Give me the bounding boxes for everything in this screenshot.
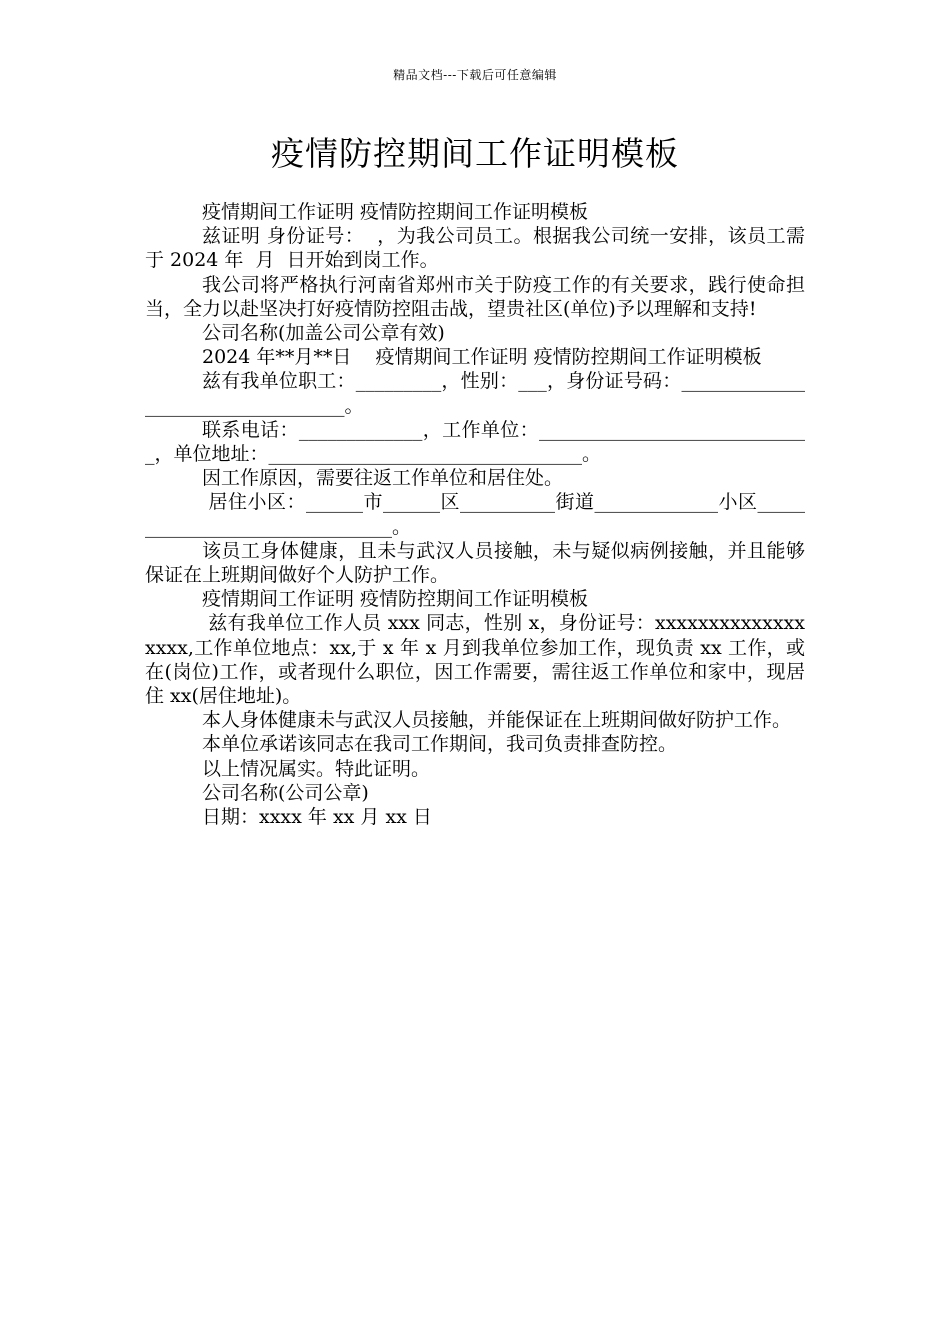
paragraph: 公司名称(加盖公司公章有效)	[202, 322, 445, 345]
paragraph: 本人身体健康未与武汉人员接触，并能保证在上班期间做好防护工作。	[202, 709, 792, 732]
paragraph: 我公司将严格执行河南省郑州市关于防疫工作的有关要求，践行使命担当，全力以赴坚决打好疫情防控阻击战，望贵社区(单位)予以理解和支持!	[145, 273, 805, 320]
document-body	[145, 200, 805, 829]
paragraph: 该员工身体健康，且未与武汉人员接触，未与疑似病例接触，并且能够保证在上班期间做好个人防护工作。	[145, 539, 805, 587]
paragraph: 居住小区：______市______区__________街道_____________小区_______________________________。	[145, 491, 805, 538]
paragraph: 兹有我单位工作人员 xxx 同志，性别 x，身份证号：xxxxxxxxxxxxxxxxxx,工作单位地点：xx,于 x 年 x 月到我单位参加工作，现负责 xx 工作，或在(岗位)工作，或者现什么职位，因工作需要，需往返工作单位和家中，现居住 xx(居住地址)。	[145, 612, 805, 708]
paragraph: 日期：xxxx 年 xx 月 xx 日	[202, 806, 432, 829]
paragraph: 兹有我单位职工：_________，性别：___，身份证号码：__________________________________。	[145, 370, 805, 417]
paragraph: 兹证明 身份证号： ，为我公司员工。根据我公司统一安排，该员工需于 2024 年 月 日开始到岗工作。	[145, 225, 805, 272]
paragraph: 联系电话：_____________，工作单位：_____________________________，单位地址：_________________________________。	[145, 418, 805, 466]
paragraph: 因工作原因，需要往返工作单位和居住处。	[202, 467, 564, 490]
document-title: 疫情防控期间工作证明模板	[271, 134, 679, 173]
paragraph: 以上情况属实。特此证明。	[202, 757, 431, 780]
paragraph: 疫情期间工作证明 疫情防控期间工作证明模板	[202, 588, 589, 611]
paragraph: 公司名称(公司公章)	[202, 781, 369, 804]
page-header-caption: 精品文档---下载后可任意编辑	[393, 68, 557, 82]
paragraph: 疫情期间工作证明 疫情防控期间工作证明模板	[202, 201, 589, 223]
paragraph: 本单位承诺该同志在我司工作期间，我司负责排查防控。	[202, 733, 678, 756]
paragraph: 2024 年**月**日 疫情期间工作证明 疫情防控期间工作证明模板	[202, 346, 762, 369]
